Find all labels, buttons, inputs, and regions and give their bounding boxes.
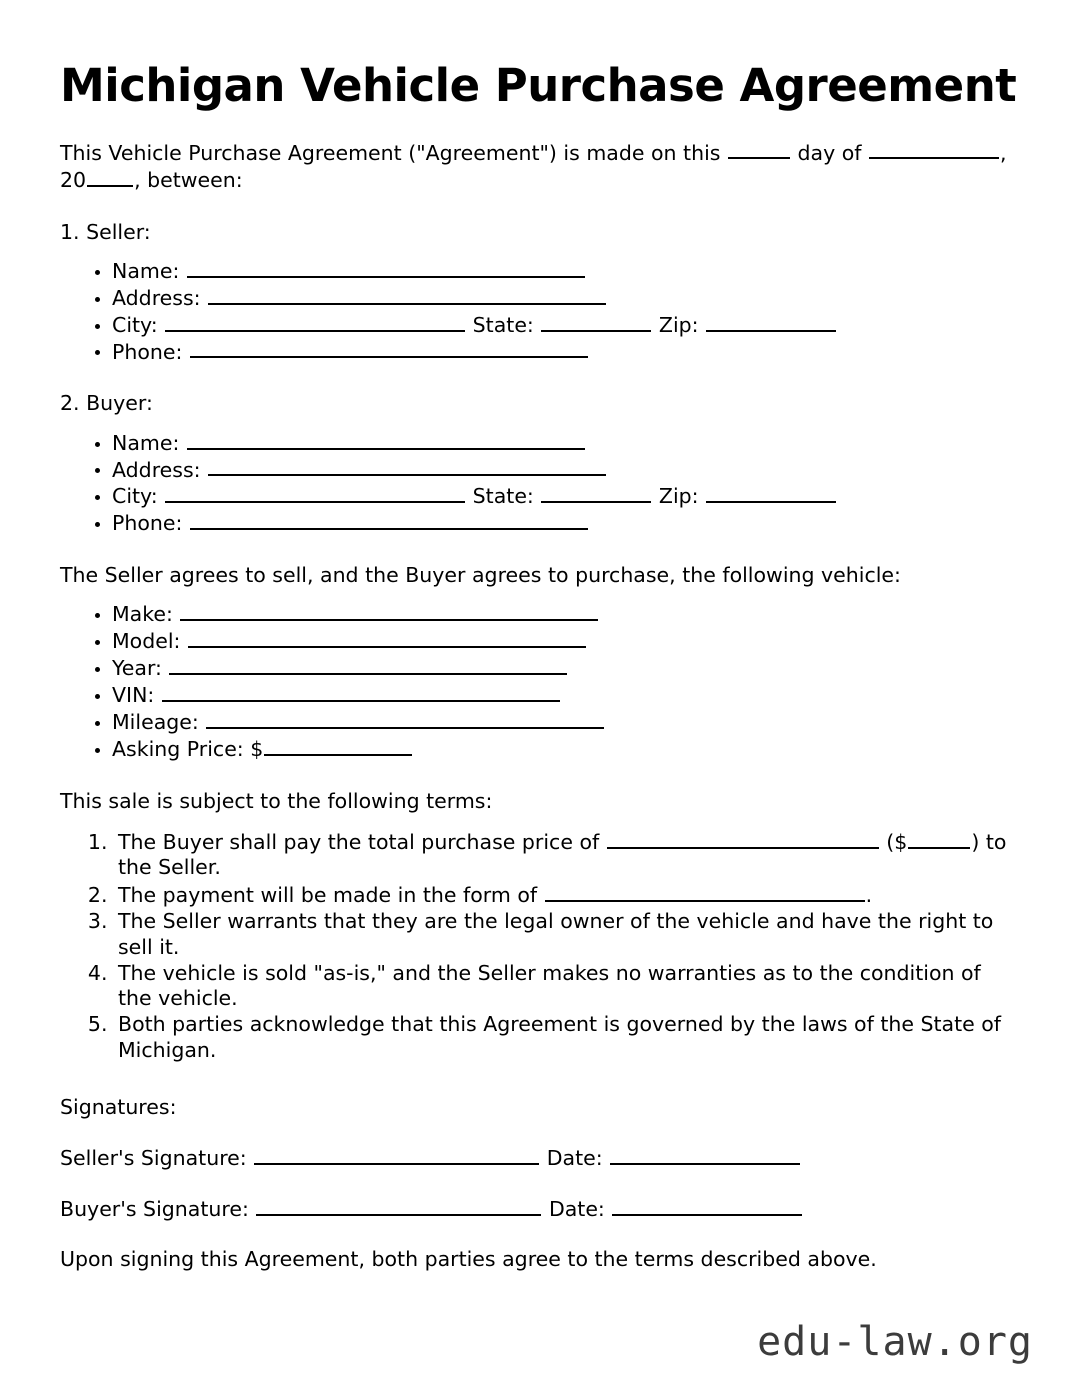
seller-address-label: Address:: [112, 285, 201, 310]
seller-address-row: [112, 284, 1020, 311]
seller-name-row: [112, 257, 1020, 284]
vehicle-asking-price-label: Asking Price: $: [112, 736, 264, 761]
agreement-intro-paragraph: [60, 139, 1020, 193]
seller-name-input[interactable]: [187, 257, 585, 278]
seller-signature-input[interactable]: [254, 1144, 539, 1165]
buyer-signature-row: [60, 1195, 1020, 1222]
buyer-address-row: [112, 456, 1020, 483]
buyer-city-row: [112, 482, 1020, 509]
seller-phone-row: [112, 338, 1020, 365]
seller-zip-input[interactable]: [706, 311, 836, 332]
site-watermark: edu-law.org: [757, 1319, 1033, 1365]
seller-city-input[interactable]: [165, 311, 465, 332]
seller-signature-label: Seller's Signature:: [60, 1146, 247, 1171]
intro-text-part-4: , between:: [134, 167, 243, 192]
buyer-date-input[interactable]: [612, 1195, 802, 1216]
term-item-2: [114, 881, 1020, 909]
vehicle-model-input[interactable]: [188, 627, 586, 648]
term-1-price-words-input[interactable]: [607, 828, 879, 849]
buyer-address-input[interactable]: [208, 456, 606, 477]
buyer-zip-input[interactable]: [706, 482, 836, 503]
vehicle-vin-input[interactable]: [162, 681, 560, 702]
seller-signature-row: [60, 1144, 1020, 1171]
seller-date-label: Date:: [546, 1146, 603, 1171]
intro-comma: ,: [1000, 140, 1007, 165]
signatures-heading: Signatures:: [60, 1094, 177, 1119]
seller-fields-list: [60, 257, 1020, 364]
vehicle-vin-label: VIN:: [112, 682, 155, 707]
buyer-signature-label: Buyer's Signature:: [60, 1197, 249, 1222]
vehicle-year-row: [112, 654, 1020, 681]
vehicle-mileage-label: Mileage:: [112, 709, 199, 734]
intro-text-part-2: day of: [797, 140, 862, 165]
year-blank[interactable]: [87, 166, 133, 187]
buyer-signature-input[interactable]: [256, 1195, 541, 1216]
term-2-text-part-2: .: [865, 883, 873, 908]
vehicle-asking-price-row: [112, 735, 1020, 762]
vehicle-make-input[interactable]: [180, 600, 598, 621]
term-1-text-part-2: ($: [886, 829, 908, 854]
vehicle-vin-row: [112, 681, 1020, 708]
vehicle-intro-paragraph: The Seller agrees to sell, and the Buyer agrees to purchase, the following vehicle:: [60, 563, 901, 588]
buyer-section-heading: 2. Buyer:: [60, 391, 153, 416]
terms-list: [60, 828, 1020, 1064]
buyer-name-label: Name:: [112, 430, 180, 455]
vehicle-fields-list: [60, 600, 1020, 761]
buyer-city-input[interactable]: [165, 482, 465, 503]
seller-zip-label: Zip:: [658, 312, 699, 337]
seller-state-label: State:: [472, 312, 534, 337]
vehicle-make-label: Make:: [112, 602, 173, 627]
terms-intro-paragraph: This sale is subject to the following terms:: [60, 788, 493, 813]
vehicle-model-row: [112, 627, 1020, 654]
seller-phone-label: Phone:: [112, 339, 183, 364]
buyer-name-row: [112, 429, 1020, 456]
seller-city-label: City:: [112, 312, 158, 337]
buyer-state-input[interactable]: [541, 482, 651, 503]
term-item-5: 5. Both parties acknowledge that this Agreement is governed by the laws of the State of Michigan.: [114, 1012, 1020, 1064]
closing-paragraph: Upon signing this Agreement, both parties agree to the terms described above.: [60, 1247, 877, 1272]
term-2-text-part-1: The payment will be made in the form of: [118, 883, 538, 908]
month-blank[interactable]: [869, 139, 999, 160]
term-1-text-part-3: ) to the Seller.: [118, 829, 1007, 880]
term-item-3: 3. The Seller warrants that they are the legal owner of the vehicle and have the right to sell it.: [114, 909, 1020, 961]
seller-address-input[interactable]: [208, 284, 606, 305]
vehicle-mileage-row: [112, 708, 1020, 735]
buyer-phone-input[interactable]: [190, 509, 588, 530]
vehicle-model-label: Model:: [112, 629, 181, 654]
seller-date-input[interactable]: [610, 1144, 800, 1165]
seller-name-label: Name:: [112, 258, 180, 283]
seller-section-heading: 1. Seller:: [60, 219, 151, 244]
term-1-text-part-1: The Buyer shall pay the total purchase price of: [118, 829, 600, 854]
buyer-zip-label: Zip:: [658, 484, 699, 509]
intro-text-part-1: This Vehicle Purchase Agreement ("Agreement") is made on this: [60, 140, 721, 165]
term-item-4: 4. The vehicle is sold "as-is," and the Seller makes no warranties as to the condition of the vehicle.: [114, 961, 1020, 1013]
buyer-address-label: Address:: [112, 457, 201, 482]
document-content: [60, 59, 1020, 1273]
buyer-fields-list: [60, 429, 1020, 536]
term-2-payment-form-input[interactable]: [545, 881, 865, 902]
seller-phone-input[interactable]: [190, 338, 588, 359]
buyer-date-label: Date:: [548, 1197, 605, 1222]
page-title: Michigan Vehicle Purchase Agreement: [60, 59, 1017, 112]
term-item-1: [114, 828, 1020, 882]
intro-year-prefix: 20: [60, 167, 87, 192]
seller-city-row: [112, 311, 1020, 338]
buyer-state-label: State:: [472, 484, 534, 509]
buyer-phone-label: Phone:: [112, 511, 183, 536]
vehicle-year-input[interactable]: [169, 654, 567, 675]
seller-state-input[interactable]: [541, 311, 651, 332]
day-blank[interactable]: [728, 139, 790, 160]
buyer-city-label: City:: [112, 484, 158, 509]
term-1-price-amount-input[interactable]: [908, 828, 970, 849]
vehicle-make-row: [112, 600, 1020, 627]
buyer-phone-row: [112, 509, 1020, 536]
vehicle-mileage-input[interactable]: [206, 708, 604, 729]
buyer-name-input[interactable]: [187, 429, 585, 450]
vehicle-asking-price-input[interactable]: [264, 735, 412, 756]
vehicle-year-label: Year:: [112, 655, 162, 680]
